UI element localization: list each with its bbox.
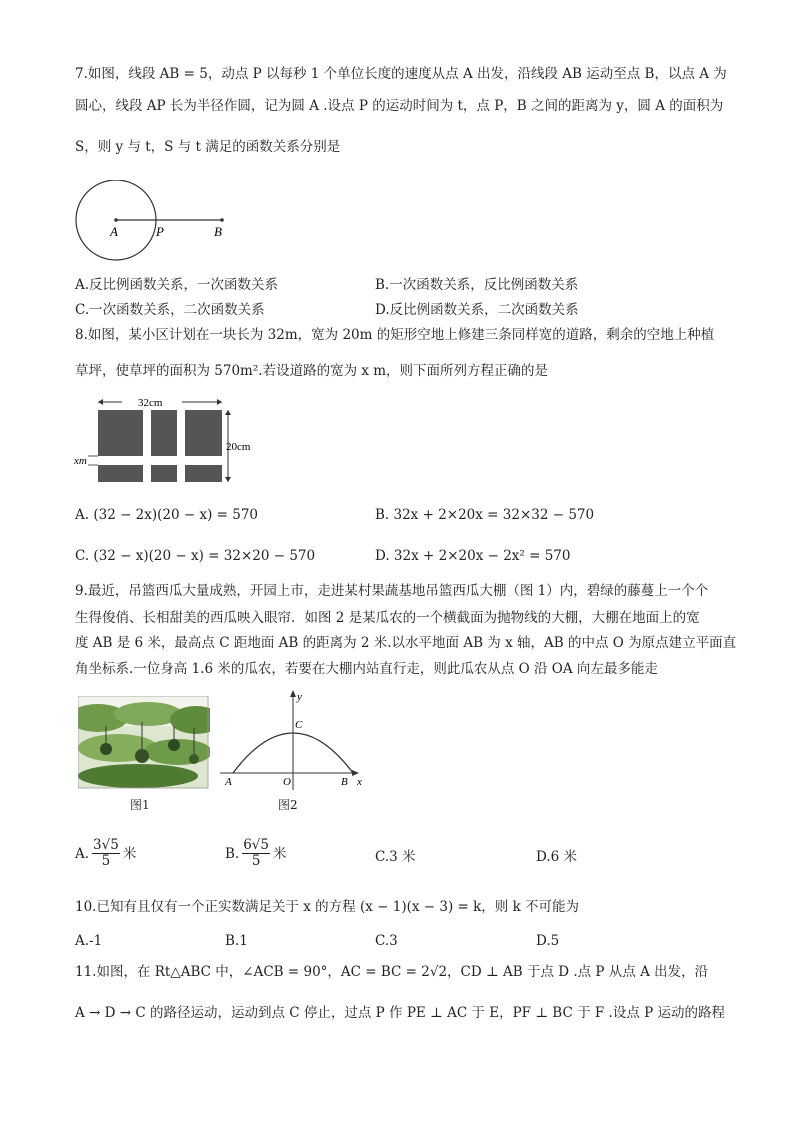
- q9-option-b-numerator: 6√5: [243, 837, 269, 853]
- q7-option-a[interactable]: A.反比例函数关系，一次函数关系: [75, 277, 279, 293]
- q10-line: 10.已知有且仅有一个正实数满足关于 x 的方程 (x − 1)(x − 3) = k，则 k 不可能为: [75, 899, 580, 915]
- q10-option-c[interactable]: C.3: [375, 933, 398, 949]
- q9-option-a[interactable]: [75, 838, 136, 869]
- q7-option-d[interactable]: D.反比例函数关系，二次函数关系: [375, 302, 579, 318]
- q10-option-a[interactable]: A.-1: [75, 933, 103, 949]
- q9-figure2-parabola: [215, 688, 365, 798]
- q9-label-y: y: [297, 691, 302, 703]
- q10-option-d[interactable]: D.5: [536, 933, 560, 949]
- q9-figure1-photo: [78, 696, 210, 792]
- q9-line-2: 生得俊俏、长相甜美的西瓜映入眼帘．如图 2 是某瓜农的一个横截面为抛物线的大棚，大棚在地面上的宽: [75, 610, 700, 626]
- q9-option-c[interactable]: C.3 米: [375, 849, 416, 865]
- q9-figure1-caption: 图1: [130, 798, 150, 812]
- q9-label-c: C: [295, 719, 303, 731]
- q11-line-1: 11.如图，在 Rt△ABC 中，∠ACB = 90°，AC = BC = 2√2，CD ⊥ AB 于点 D .点 P 从点 A 出发，沿: [75, 964, 709, 980]
- q8-line-2: 草坪，使草坪的面积为 570m².若设道路的宽为 x m，则下面所列方程正确的是: [75, 363, 549, 379]
- q9-option-b-prefix: B.: [225, 845, 240, 862]
- q9-option-b-denominator: 5: [251, 853, 261, 869]
- q9-option-d[interactable]: D.6 米: [536, 849, 578, 865]
- q7-option-b[interactable]: B.一次函数关系，反比例函数关系: [375, 277, 579, 293]
- q7-label-b: B: [214, 224, 222, 239]
- q9-line-3: 度 AB 是 6 米，最高点 C 距地面 AB 的距离为 2 米.以水平地面 AB 为 x 轴，AB 的中点 O 为原点建立平面直: [75, 635, 737, 651]
- q8-label-left: xm: [74, 455, 87, 467]
- q9-line-4: 角坐标系.一位身高 1.6 米的瓜农，若要在大棚内站直行走，则此瓜农从点 O 沿 OA 向左最多能走: [75, 661, 658, 677]
- q7-line-3: S，则 y 与 t，S 与 t 满足的函数关系分别是: [75, 139, 341, 155]
- q8-label-top: 32cm: [138, 397, 163, 409]
- q8-label-right: 20cm: [226, 441, 251, 453]
- q9-option-a-prefix: A.: [75, 845, 90, 862]
- q7-option-c[interactable]: C.一次函数关系，二次函数关系: [75, 302, 265, 318]
- q7-line-2: 圆心，线段 AP 长为半径作圆，记为圆 A .设点 P 的运动时间为 t，点 P，B 之间的距离为 y，圆 A 的面积为: [75, 98, 724, 114]
- q9-option-b-unit: 米: [273, 845, 287, 862]
- q10-option-b[interactable]: B.1: [225, 933, 248, 949]
- q7-figure-circle: [70, 180, 240, 280]
- q9-label-o: O: [283, 776, 291, 788]
- q8-line-1: 8.如图，某小区计划在一块长为 32m，宽为 20m 的矩形空地上修建三条同样宽的道路，剩余的空地上种植: [75, 327, 715, 343]
- q8-option-a[interactable]: A. (32 − 2x)(20 − x) = 570: [75, 507, 259, 523]
- q8-figure-rectangle: [70, 392, 270, 492]
- q9-line-1: 9.最近，吊篮西瓜大量成熟，开园上市，走进某村果蔬基地吊篮西瓜大棚（图 1）内，碧绿的藤蔓上一个个: [75, 583, 709, 599]
- q9-label-x: x: [357, 776, 362, 788]
- q9-label-a: A: [225, 776, 232, 788]
- q9-label-b: B: [341, 776, 348, 788]
- q9-option-a-numerator: 3√5: [93, 837, 119, 853]
- q11-line-2: A → D → C 的路径运动，运动到点 C 停止，过点 P 作 PE ⊥ AC 于 E，PF ⊥ BC 于 F .设点 P 运动的路程: [75, 1005, 726, 1021]
- q9-option-a-denominator: 5: [101, 853, 111, 869]
- q8-option-d[interactable]: D. 32x + 2×20x − 2x² = 570: [375, 548, 571, 564]
- q9-option-a-unit: 米: [122, 845, 137, 862]
- q9-figure2-caption: 图2: [278, 798, 298, 812]
- q7-label-p: P: [156, 224, 164, 239]
- q7-label-a: A: [110, 224, 118, 239]
- q8-option-b[interactable]: B. 32x + 2×20x = 32×32 − 570: [375, 507, 595, 523]
- q8-option-c[interactable]: C. (32 − x)(20 − x) = 32×20 − 570: [75, 548, 316, 564]
- q7-line-1: 7.如图，线段 AB = 5，动点 P 以每秒 1 个单位长度的速度从点 A 出发，沿线段 AB 运动至点 B，以点 A 为: [75, 66, 727, 82]
- q9-option-b[interactable]: [225, 838, 287, 869]
